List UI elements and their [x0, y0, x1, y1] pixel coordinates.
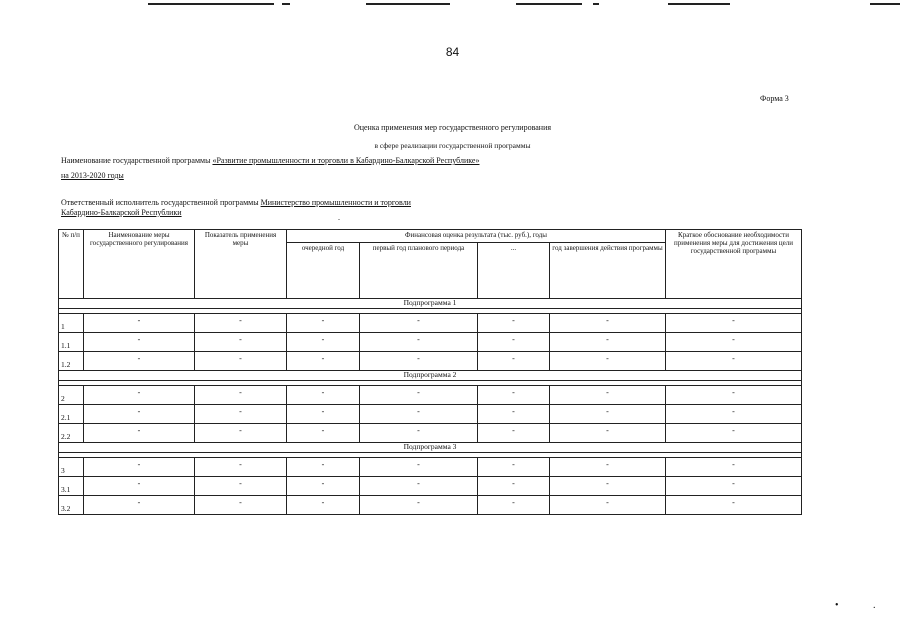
table-cell: - — [550, 477, 666, 496]
table-row — [59, 496, 802, 515]
row-number: 3.1 — [59, 477, 84, 496]
table-cell: - — [360, 424, 478, 443]
table-cell: - — [360, 496, 478, 515]
table-cell: - — [195, 333, 287, 352]
table-cell: - — [478, 424, 550, 443]
header-next-year: очередной год — [287, 242, 360, 298]
row-number: 2 — [59, 386, 84, 405]
table-cell: - — [666, 424, 802, 443]
executor-name-cont: Кабардино-Балкарской Республики — [61, 208, 182, 217]
table-cell: - — [360, 405, 478, 424]
regulation-table — [58, 229, 802, 515]
table-cell: - — [84, 458, 195, 477]
table-cell: - — [550, 424, 666, 443]
table-cell: - — [287, 424, 360, 443]
table-cell: - — [666, 496, 802, 515]
row-number: 1.1 — [59, 333, 84, 352]
table-row — [59, 477, 802, 496]
table-cell: - — [478, 477, 550, 496]
table-cell: - — [287, 386, 360, 405]
table-row — [59, 405, 802, 424]
table-row — [59, 333, 802, 352]
table-row — [59, 386, 802, 405]
scan-line — [516, 3, 582, 5]
table-cell: - — [478, 386, 550, 405]
table-cell: - — [666, 477, 802, 496]
table-cell: - — [195, 352, 287, 371]
stray-mark: . — [873, 600, 876, 611]
subprogram-row — [59, 371, 802, 381]
header-indicator: Показатель применения меры — [195, 230, 287, 299]
table-cell: - — [360, 458, 478, 477]
table-cell: - — [550, 352, 666, 371]
table-cell: - — [287, 352, 360, 371]
table-row — [59, 458, 802, 477]
header-end-year: год завершения действия программы — [550, 242, 666, 298]
table-cell: - — [287, 333, 360, 352]
table-cell: - — [666, 333, 802, 352]
header-measure: Наименование меры государственного регулирования — [84, 230, 195, 299]
table-cell: - — [550, 333, 666, 352]
table-cell: - — [287, 405, 360, 424]
subprogram-label: Подпрограмма 1 — [59, 299, 802, 309]
table-cell: - — [550, 314, 666, 333]
row-number: 3.2 — [59, 496, 84, 515]
program-years: на 2013-2020 годы — [61, 171, 124, 180]
subprogram-row — [59, 443, 802, 453]
table-cell: - — [195, 314, 287, 333]
table-row — [59, 314, 802, 333]
row-number: 2.1 — [59, 405, 84, 424]
table-cell: - — [287, 314, 360, 333]
table-cell: - — [666, 458, 802, 477]
table-cell: - — [84, 496, 195, 515]
scan-line — [148, 3, 274, 5]
header-first-plan-year: первый год планового периода — [360, 242, 478, 298]
table-cell: - — [478, 352, 550, 371]
table-cell: - — [287, 496, 360, 515]
executor-name: Министерство промышленности и торговли — [260, 198, 411, 207]
table-cell: - — [360, 333, 478, 352]
table-cell: - — [478, 458, 550, 477]
form-label: Форма 3 — [760, 94, 789, 103]
table-cell: - — [550, 458, 666, 477]
header-financial: Финансовая оценка результата (тыс. руб.), годы — [287, 230, 666, 243]
table-cell: - — [550, 405, 666, 424]
scan-line — [668, 3, 730, 5]
table-cell: - — [84, 386, 195, 405]
table-cell: - — [360, 314, 478, 333]
table-cell: - — [195, 496, 287, 515]
table-cell: - — [550, 496, 666, 515]
table-cell: - — [478, 496, 550, 515]
table-cell: - — [84, 352, 195, 371]
document-title: Оценка применения мер государственного регулирования — [353, 123, 552, 132]
document-subtitle: в сфере реализации государственной программы — [374, 141, 531, 150]
row-number: 1.2 — [59, 352, 84, 371]
table-cell: - — [478, 405, 550, 424]
scan-line — [282, 3, 290, 5]
table-row — [59, 352, 802, 371]
scan-line — [366, 3, 450, 5]
table-cell: - — [360, 386, 478, 405]
table-cell: - — [478, 314, 550, 333]
table-cell: - — [195, 386, 287, 405]
subprogram-label: Подпрограмма 2 — [59, 371, 802, 381]
header-num: № п/п — [59, 230, 84, 299]
stray-mark: • — [835, 600, 839, 611]
scan-line — [593, 3, 599, 5]
header-ellipsis: ... — [478, 242, 550, 298]
table-cell: - — [666, 405, 802, 424]
table-cell: - — [84, 333, 195, 352]
table-cell: - — [287, 458, 360, 477]
table-body — [59, 299, 802, 515]
scan-line — [870, 3, 900, 5]
program-name-line — [61, 156, 479, 166]
subprogram-row — [59, 299, 802, 309]
program-name: «Развитие промышленности и торговли в Кабардино-Балкарской Республике» — [212, 156, 480, 165]
table-cell: - — [550, 386, 666, 405]
table-cell: - — [195, 477, 287, 496]
table-cell: - — [195, 405, 287, 424]
table-cell: - — [666, 386, 802, 405]
page-number: 84 — [445, 45, 460, 59]
table-cell: - — [287, 477, 360, 496]
row-number: 3 — [59, 458, 84, 477]
table-cell: - — [478, 333, 550, 352]
table-cell: - — [195, 458, 287, 477]
stray-mark: . — [338, 213, 340, 222]
table-cell: - — [666, 352, 802, 371]
executor-line — [61, 198, 411, 218]
table-row — [59, 424, 802, 443]
row-number: 1 — [59, 314, 84, 333]
table-cell: - — [84, 477, 195, 496]
table-cell: - — [360, 352, 478, 371]
executor-prefix: Ответственный исполнитель государственной программы — [61, 198, 261, 207]
program-prefix: Наименование государственной программы — [61, 156, 213, 165]
table-cell: - — [84, 314, 195, 333]
subprogram-label: Подпрограмма 3 — [59, 443, 802, 453]
table-cell: - — [360, 477, 478, 496]
row-number: 2.2 — [59, 424, 84, 443]
header-justification: Краткое обоснование необходимости применения меры для достижения цели государственной программы — [666, 230, 802, 299]
table-cell: - — [666, 314, 802, 333]
table-cell: - — [195, 424, 287, 443]
table-cell: - — [84, 424, 195, 443]
table-cell: - — [84, 405, 195, 424]
